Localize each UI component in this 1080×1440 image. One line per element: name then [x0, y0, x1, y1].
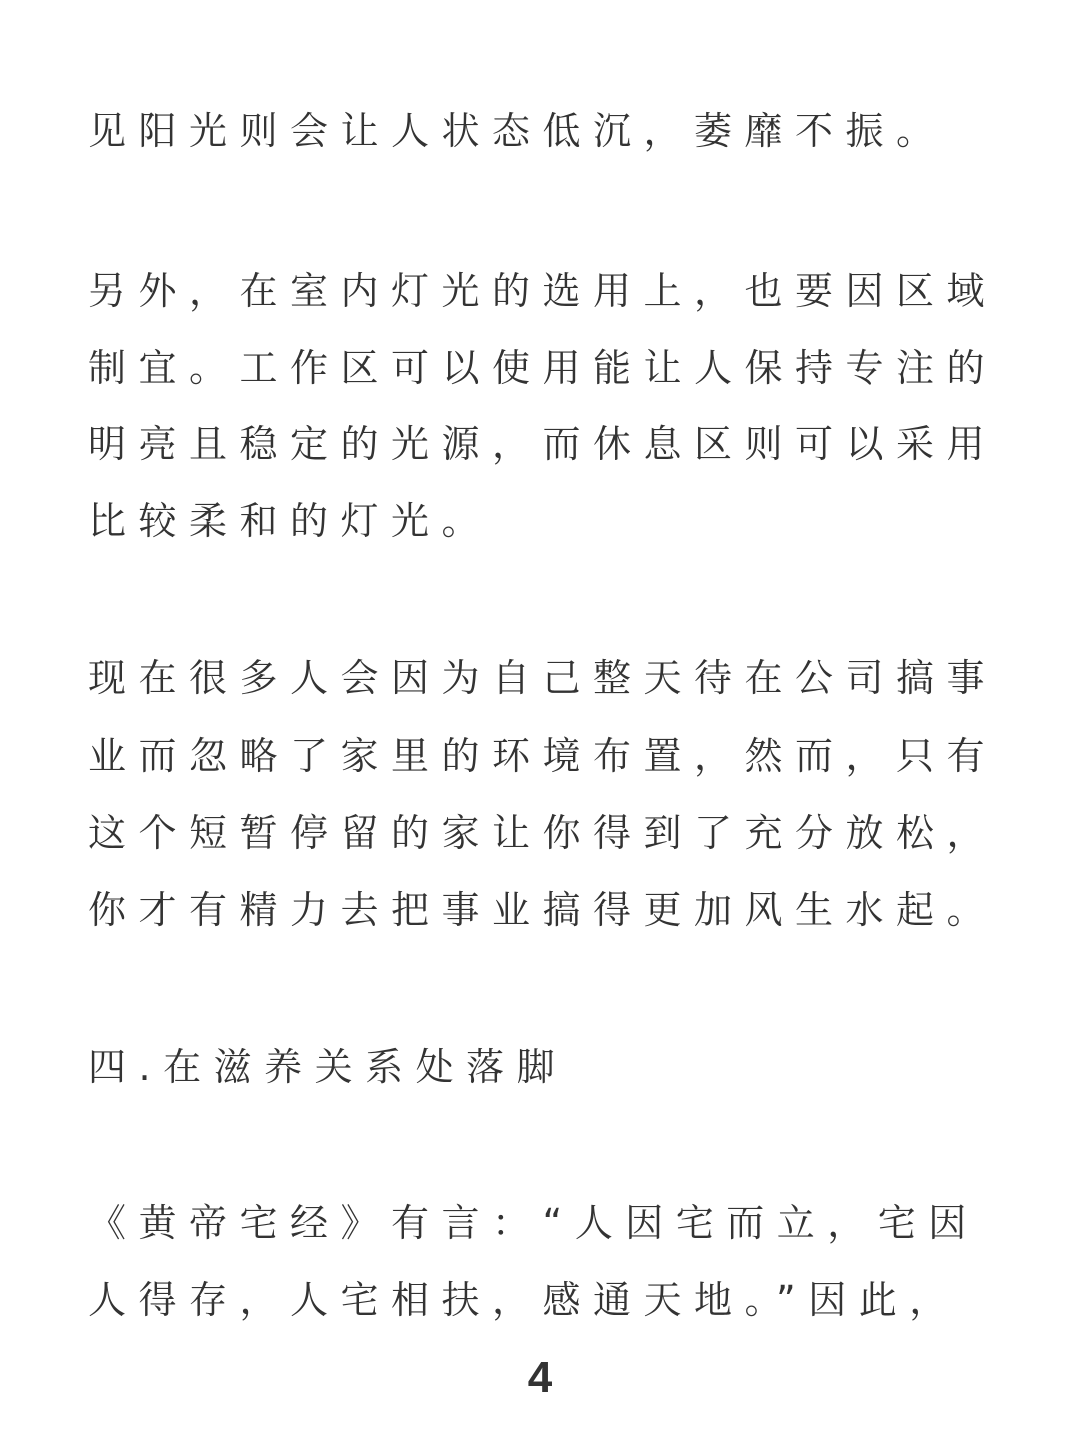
paragraph-3-line-3: 这个短暂停留的家让你得到了充分放松， — [88, 811, 998, 855]
paragraph-3-line-4: 你才有精力去把事业搞得更加风生水起。 — [88, 888, 998, 932]
paragraph-1-line-1: 见阳光则会让人状态低沉，萎靡不振。 — [88, 109, 947, 153]
section-heading: 四.在滋养关系处落脚 — [88, 1045, 568, 1089]
paragraph-2-line-2: 制宜。工作区可以使用能让人保持专注的 — [88, 346, 998, 390]
paragraph-5-line-2: 人得存，人宅相扶，感通天地。”因此， — [88, 1278, 960, 1322]
paragraph-3-line-2: 业而忽略了家里的环境布置，然而，只有 — [88, 734, 998, 778]
paragraph-2-line-1: 另外，在室内灯光的选用上，也要因区域 — [88, 269, 998, 313]
paragraph-2-line-4: 比较柔和的灯光。 — [88, 499, 493, 543]
paragraph-5-line-1: 《黄帝宅经》有言：“人因宅而立，宅因 — [88, 1201, 979, 1245]
paragraph-2-line-3: 明亮且稳定的光源，而休息区则可以采用 — [88, 422, 998, 466]
page-number: 4 — [527, 1353, 553, 1402]
paragraph-3-line-1: 现在很多人会因为自己整天待在公司搞事 — [88, 656, 998, 700]
